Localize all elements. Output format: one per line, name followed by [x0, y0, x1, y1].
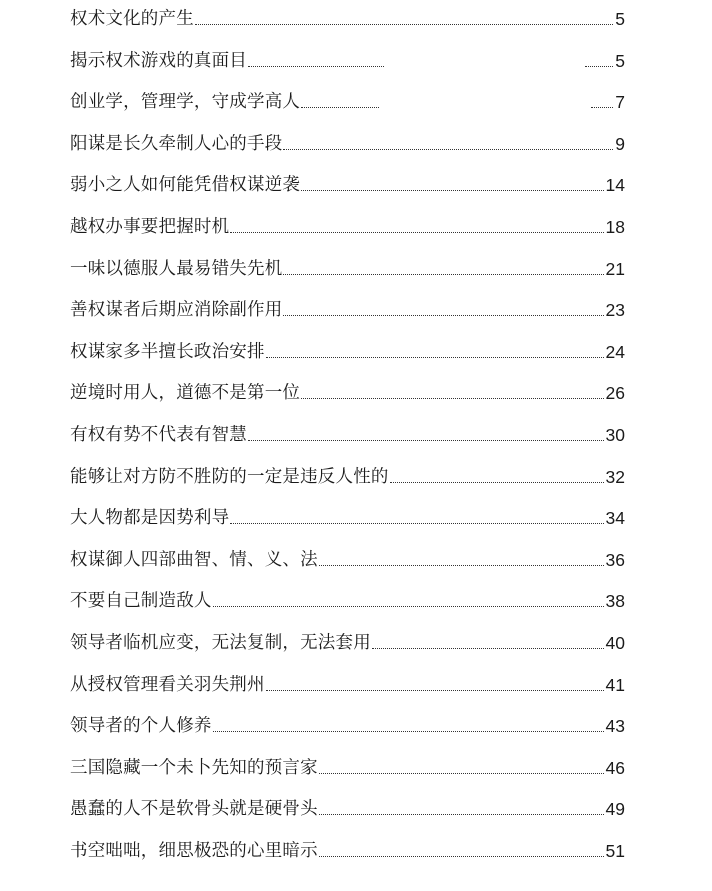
toc-entry-page: 26 [605, 383, 625, 404]
toc-entry-page: 38 [605, 591, 625, 612]
toc-entry-title: 从授权管理看关羽失荆州 [70, 674, 265, 695]
toc-entry[interactable] [70, 711, 625, 737]
toc-entry[interactable] [70, 503, 625, 529]
toc-entry-title: 有权有势不代表有智慧 [70, 425, 247, 445]
toc-entry-page: 43 [605, 716, 625, 737]
toc-dot-leader [283, 315, 603, 316]
toc-entry-title: 阳谋是长久牵制人心的手段 [70, 133, 283, 154]
toc-dot-leader [390, 482, 604, 483]
toc-entry[interactable] [70, 212, 625, 238]
toc-dot-leader [213, 606, 604, 607]
toc-entry[interactable] [70, 586, 625, 612]
toc-dot-leader [266, 357, 604, 358]
toc-entry[interactable] [70, 836, 625, 862]
toc-dot-leader [591, 107, 613, 108]
toc-entry-page: 5 [615, 9, 625, 29]
toc-dot-leader [266, 690, 604, 691]
toc-dot-leader [319, 773, 604, 774]
toc-entry-page: 36 [605, 549, 625, 570]
toc-dot-leader [319, 814, 604, 815]
toc-entry-title: 善权谋者后期应消除副作用 [70, 300, 283, 321]
toc-entry[interactable] [70, 378, 625, 404]
toc-entry[interactable] [70, 462, 625, 488]
toc-dot-leader [585, 66, 613, 67]
toc-entry-title: 不要自己制造敌人 [70, 591, 212, 612]
toc-dot-leader [248, 66, 384, 67]
toc-entry-title: 领导者的个人修养 [70, 716, 212, 737]
toc-entry-page: 30 [605, 425, 625, 445]
toc-entry-title: 一味以德服人最易错失先机 [70, 258, 283, 279]
toc-entry-title: 揭示权术游戏的真面目 [70, 50, 247, 71]
toc-entry[interactable] [70, 295, 625, 321]
toc-dot-leader [230, 523, 603, 524]
toc-entry-page: 14 [605, 175, 625, 196]
toc-entry[interactable] [70, 794, 625, 820]
toc-entry-page: 5 [615, 50, 625, 71]
toc-entry[interactable] [70, 170, 625, 196]
toc-entry[interactable] [70, 254, 625, 280]
toc-entry-page: 34 [605, 508, 625, 529]
toc-entry-page: 46 [605, 757, 625, 778]
toc-entry[interactable] [70, 337, 625, 363]
toc-dot-leader [283, 274, 603, 275]
toc-dot-leader [301, 190, 603, 191]
toc-entry-title: 书空咄咄，细思极恐的心里暗示 [70, 841, 318, 861]
toc-entry-title: 弱小之人如何能凭借权谋逆袭 [70, 175, 301, 196]
toc-entry-title: 创业学，管理学，守成学高人 [70, 92, 301, 113]
toc-entry[interactable] [70, 628, 625, 654]
toc-entry-title: 权谋御人四部曲智、情、义、法 [70, 549, 318, 570]
toc-dot-leader [301, 107, 379, 108]
toc-entry-title: 大人物都是因势利导 [70, 508, 230, 529]
toc-entry[interactable] [70, 420, 625, 446]
toc-entry-page: 32 [605, 466, 625, 487]
toc-entry-page: 40 [605, 633, 625, 653]
toc-entry-title: 三国隐藏一个未卜先知的预言家 [70, 757, 318, 778]
toc-entry[interactable] [70, 753, 625, 779]
toc-entry[interactable] [70, 4, 625, 30]
toc-entry-page: 21 [605, 258, 625, 279]
toc-entry-page: 23 [605, 300, 625, 321]
toc-dot-leader [319, 856, 604, 857]
toc-dot-leader [248, 440, 604, 441]
toc-dot-leader [195, 24, 613, 25]
toc-entry-page: 9 [615, 133, 625, 154]
toc-entry-title: 权术文化的产生 [70, 9, 194, 29]
toc-entry-title: 越权办事要把握时机 [70, 217, 230, 237]
toc-entry-title: 逆境时用人，道德不是第一位 [70, 383, 301, 404]
toc-entry[interactable] [70, 129, 625, 155]
toc-dot-leader [283, 149, 613, 150]
toc-entry-page: 51 [605, 841, 625, 861]
toc-dot-leader [372, 648, 604, 649]
toc-entry[interactable] [70, 87, 625, 113]
toc-dot-leader [213, 731, 604, 732]
toc-dot-leader [319, 565, 604, 566]
toc-entry[interactable] [70, 670, 625, 696]
toc-dot-leader [230, 232, 603, 233]
toc-entry-page: 24 [605, 341, 625, 362]
toc-entry-page: 41 [605, 674, 625, 695]
toc-entry-title: 权谋家多半擅长政治安排 [70, 341, 265, 362]
toc-entry-page: 49 [605, 799, 625, 820]
toc-entry-page: 7 [615, 92, 625, 113]
toc-entry-page: 18 [605, 217, 625, 237]
toc-entry-title: 愚蠢的人不是软骨头就是硬骨头 [70, 799, 318, 820]
toc-entry-title: 领导者临机应变，无法复制，无法套用 [70, 633, 371, 653]
toc-entry[interactable] [70, 545, 625, 571]
toc-entry-title: 能够让对方防不胜防的一定是违反人性的 [70, 466, 389, 487]
toc-dot-leader [301, 398, 603, 399]
toc-entry[interactable] [70, 46, 625, 72]
